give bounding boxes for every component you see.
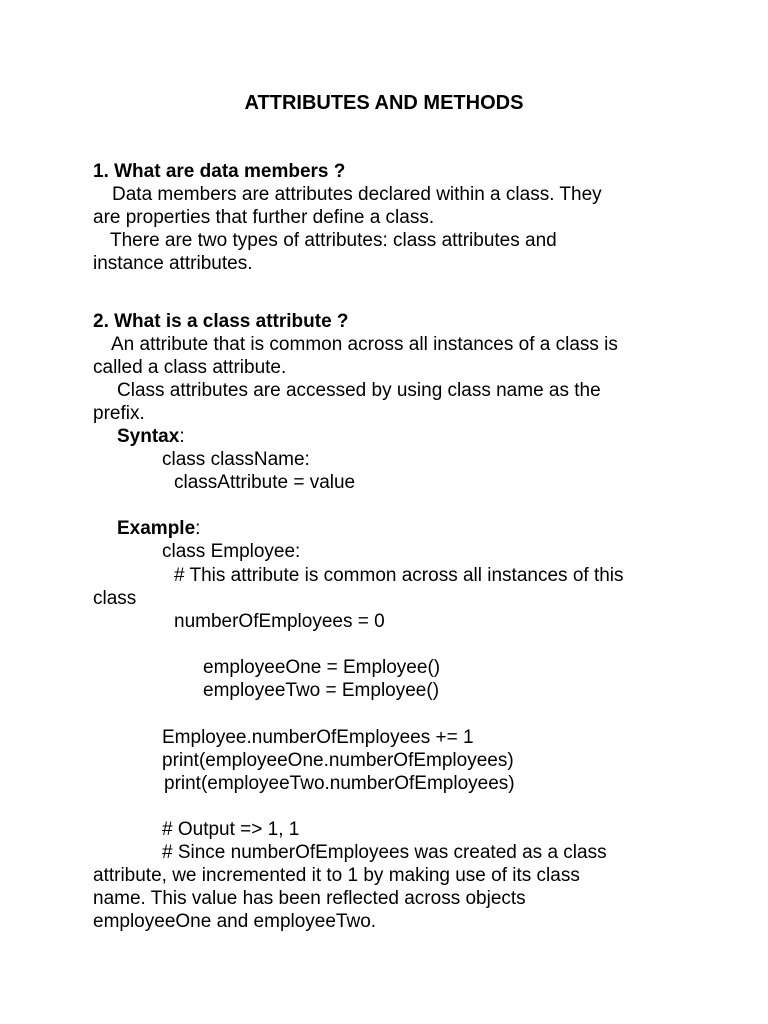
- page-title: ATTRIBUTES AND METHODS: [244, 92, 524, 114]
- example-explanation-line-1: attribute, we incremented it to 1 by making use of its class: [93, 865, 580, 886]
- example-code-comment-wrap: class: [93, 588, 137, 609]
- example-code-comment: # This attribute is common across all instances of this: [174, 565, 624, 586]
- example-code-explanation-comment: # Since numberOfEmployees was created as a class: [162, 842, 607, 863]
- section-1-paragraph-2-line-2: instance attributes.: [93, 253, 253, 274]
- syntax-colon: :: [179, 426, 185, 447]
- section-1-paragraph-1-line-2: are properties that further define a class.: [93, 207, 435, 228]
- example-code-line-8: print(employeeTwo.numberOfEmployees): [164, 773, 515, 794]
- example-explanation-line-3: employeeOne and employeeTwo.: [93, 911, 377, 932]
- section-2-paragraph-2-line-2: prefix.: [93, 403, 145, 424]
- example-code-line-4: employeeOne = Employee(): [203, 657, 441, 678]
- example-label: Example: [117, 518, 196, 539]
- example-line: [117, 517, 200, 540]
- example-colon: :: [195, 518, 201, 539]
- section-2-heading: 2. What is a class attribute ?: [93, 311, 349, 332]
- syntax-code-line-1: class className:: [162, 449, 310, 470]
- section-1-paragraph-2-line-1: There are two types of attributes: class attributes and: [110, 230, 557, 251]
- example-code-line-1: class Employee:: [162, 541, 301, 562]
- syntax-label: Syntax: [117, 426, 180, 447]
- section-1-paragraph-1-line-1: Data members are attributes declared within a class. They: [112, 184, 602, 205]
- example-code-line-5: employeeTwo = Employee(): [203, 680, 440, 701]
- section-2-paragraph-2-line-1: Class attributes are accessed by using class name as the: [117, 380, 601, 401]
- example-code-line-7: print(employeeOne.numberOfEmployees): [162, 750, 514, 771]
- example-code-line-3: numberOfEmployees = 0: [174, 611, 385, 632]
- syntax-code-line-2: classAttribute = value: [174, 472, 356, 493]
- example-code-output-comment: # Output => 1, 1: [162, 819, 300, 840]
- section-2-paragraph-1-line-2: called a class attribute.: [93, 357, 287, 378]
- example-code-line-6: Employee.numberOfEmployees += 1: [162, 727, 474, 748]
- example-explanation-line-2: name. This value has been reflected across objects: [93, 888, 526, 909]
- section-1-heading: 1. What are data members ?: [93, 161, 346, 182]
- section-2-paragraph-1-line-1: An attribute that is common across all instances of a class is: [111, 334, 618, 355]
- syntax-line: [117, 425, 185, 448]
